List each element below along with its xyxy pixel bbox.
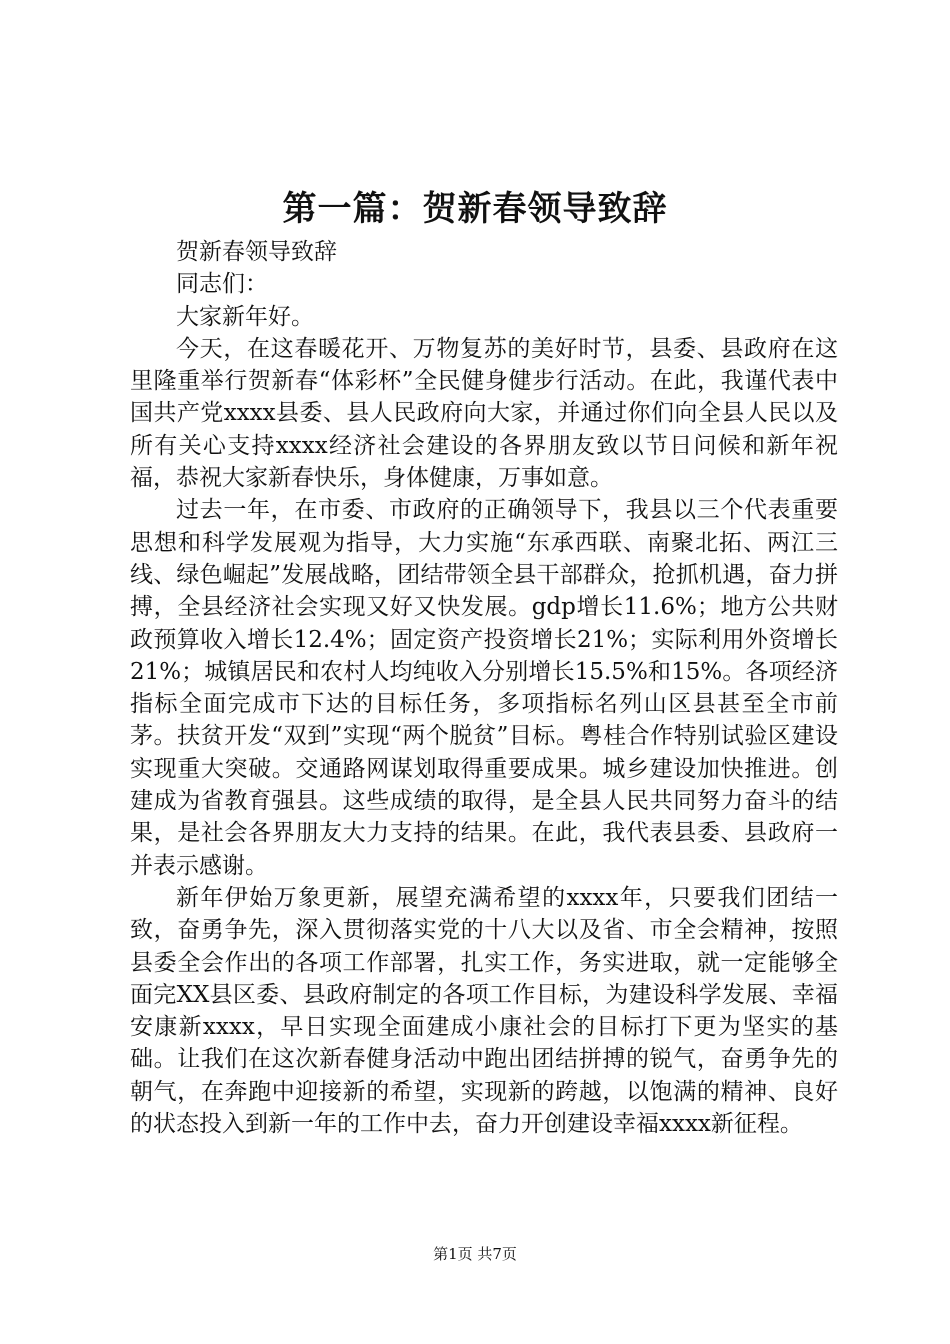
- paragraph-greeting: 大家新年好。: [176, 303, 314, 330]
- document-title: 第一篇：贺新春领导致辞: [282, 189, 668, 229]
- paragraph-opening: 今天，在这春暖花开、万物复苏的美好时节，县委、县政府在这里隆重举行贺新春“体彩杯”全民健身健步行活动。在此，我谨代表中国共产党xxxx县委、县人民政府向大家，并通过你们向全县人民以及所有关心支持xxxx经济社会建设的各界朋友致以节日问候和新年祝福，恭祝大家新春快乐，身体健康，万事如意。: [130, 335, 838, 492]
- document-body: [130, 236, 838, 1140]
- paragraph-salutation: 同志们：: [176, 271, 268, 298]
- page-footer: 第1页 共7页: [433, 1245, 517, 1263]
- paragraph-subtitle: 贺新春领导致辞: [176, 239, 337, 265]
- paragraph-achievements: 过去一年，在市委、市政府的正确领导下，我县以三个代表重要思想和科学发展观为指导，大力实施“东承西联、南聚北拓、两江三线、绿色崛起”发展战略，团结带领全县干部群众，抢抓机遇，奋力拼搏，全县经济社会实现又好又快发展。gdp增长11.6%；地方公共财政预算收入增长12.4%；固定资产投资增长21%；实际利用外资增长21%；城镇居民和农村人均纯收入分别增长15.5%和15%。各项经济指标全面完成市下达的目标任务，多项指标名列山区县甚至全市前茅。扶贫开发“双到”实现“两个脱贫”目标。粤桂合作特别试验区建设实现重大突破。交通路网谋划取得重要成果。城乡建设加快推进。创建成为省教育强县。这些成绩的取得，是全县人民共同努力奋斗的结果，是社会各界朋友大力支持的结果。在此，我代表县委、县政府一并表示感谢。: [130, 497, 838, 879]
- paragraph-outlook: 新年伊始万象更新，展望充满希望的xxxx年，只要我们团结一致，奋勇争先，深入贯彻落实党的十八大以及省、市全会精神，按照县委全会作出的各项工作部署，扎实工作，务实进取，就一定能够全面完XX县区委、县政府制定的各项工作目标，为建设科学发展、幸福安康新xxxx，早日实现全面建成小康社会的目标打下更为坚实的基础。让我们在这次新春健身活动中跑出团结拼搏的锐气，奋勇争先的朝气，在奔跑中迎接新的希望，实现新的跨越，以饱满的精神、良好的状态投入到新一年的工作中去，奋力开创建设幸福xxxx新征程。: [130, 884, 838, 1138]
